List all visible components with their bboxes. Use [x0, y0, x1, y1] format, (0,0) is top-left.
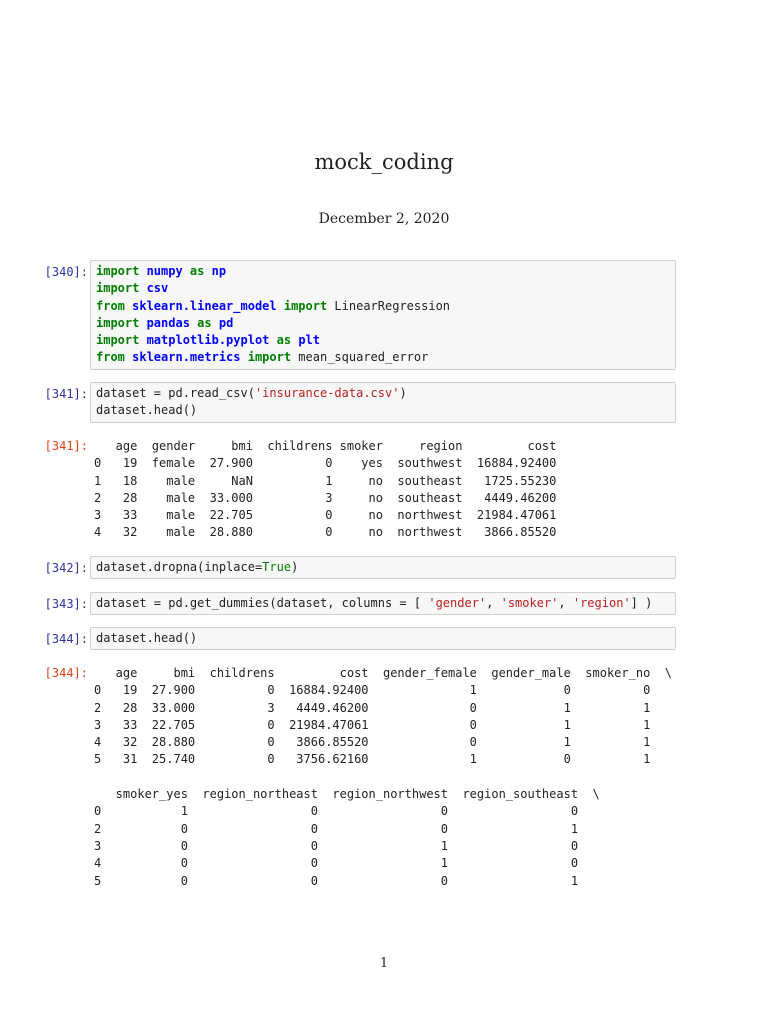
output-prompt-344: [344]: — [44, 666, 88, 680]
code-token: ) — [399, 386, 407, 400]
code-token: matplotlib.pyplot — [146, 333, 270, 348]
code-token: 'gender' — [428, 596, 487, 610]
code-token: mean_squared_error — [298, 350, 429, 365]
code-token: dataset = pd.get_dummies(dataset, columns = [ — [96, 596, 429, 610]
input-prompt-341: [341]: — [44, 387, 88, 401]
code-token: dataset.head() — [96, 631, 198, 645]
code-token: 'smoker' — [500, 596, 559, 610]
code-token: dataset.head() — [96, 403, 198, 418]
output-prompt-341: [341]: — [44, 439, 88, 453]
code-source — [96, 385, 670, 420]
input-prompt-344: [344]: — [44, 632, 88, 646]
code-token: as — [269, 333, 299, 348]
code-token: from — [96, 350, 133, 365]
code-cell-342[interactable] — [90, 556, 676, 579]
code-token: plt — [298, 333, 320, 348]
code-token: LinearRegression — [334, 298, 451, 313]
page-number: 1 — [379, 956, 389, 971]
output-table-344 — [94, 665, 672, 890]
output-table-341 — [94, 438, 556, 542]
code-token: np — [211, 264, 227, 278]
code-token: ) — [291, 560, 299, 574]
code-token: import — [276, 298, 335, 313]
code-token: 'region' — [572, 596, 631, 610]
code-cell-341[interactable] — [90, 382, 676, 423]
code-cell-344[interactable] — [90, 627, 676, 650]
code-token: ] ) — [630, 596, 653, 610]
code-source — [96, 559, 670, 576]
document-date: December 2, 2020 — [318, 211, 450, 227]
code-source — [96, 263, 670, 367]
code-source — [96, 595, 670, 612]
code-token: import — [240, 350, 299, 365]
code-token: as — [182, 264, 212, 278]
code-token: numpy — [146, 264, 183, 278]
code-source — [96, 630, 670, 647]
code-token: import — [96, 333, 147, 348]
code-token: , — [486, 596, 501, 610]
output-text: age gender bmi childrens smoker region cost 0 19 female 27.900 0 yes southwest 16884.92400 1 18 male NaN 1 no southeast 1725.55230 2 28 male 33.000 3 no southeast 4449.46200 3 33 male 22.705 0 no northwest 21984.47061 4 32 male 28.880 0 no northwest 3866.85520 — [94, 439, 557, 540]
code-token: import — [96, 315, 147, 330]
input-prompt-340: [340]: — [44, 265, 88, 279]
code-cell-340[interactable] — [90, 260, 676, 370]
output-text: age bmi childrens cost gender_female gender_male smoker_no \ 0 19 27.900 0 16884.92400 1 0 0 2 28 33.000 3 4449.46200 0 1 1 3 33 22.705 0 21984.47061 0 1 1 4 32 28.880 0 3866.85520 0 1 1 5 31 25.740 0 3756.62160 1 0 1 smoker_yes region_northeast region_northwest region_southeast \ 0 1 0 0 0 2 0 0 0 1 3 0 0 1 0 4 0 0 1 0 5 0 0 0 1 — [94, 666, 672, 888]
code-token: import — [96, 264, 147, 278]
code-token: pandas — [146, 315, 190, 330]
code-token: , — [558, 596, 573, 610]
code-token: from — [96, 298, 133, 313]
document-title: mock_coding — [314, 150, 454, 174]
code-token: sklearn.metrics — [132, 350, 241, 365]
code-token: as — [189, 315, 219, 330]
input-prompt-343: [343]: — [44, 597, 88, 611]
code-token: sklearn.linear_model — [132, 298, 277, 313]
code-token: pd — [218, 315, 234, 330]
code-cell-343[interactable] — [90, 592, 676, 615]
code-token: True — [262, 560, 292, 574]
code-token: dataset.dropna(inplace= — [96, 560, 263, 574]
code-token: 'insurance-data.csv' — [254, 386, 400, 400]
input-prompt-342: [342]: — [44, 561, 88, 575]
code-token: dataset = pd.read_csv( — [96, 386, 255, 400]
code-token: csv — [146, 281, 169, 296]
code-token: import — [96, 281, 147, 296]
